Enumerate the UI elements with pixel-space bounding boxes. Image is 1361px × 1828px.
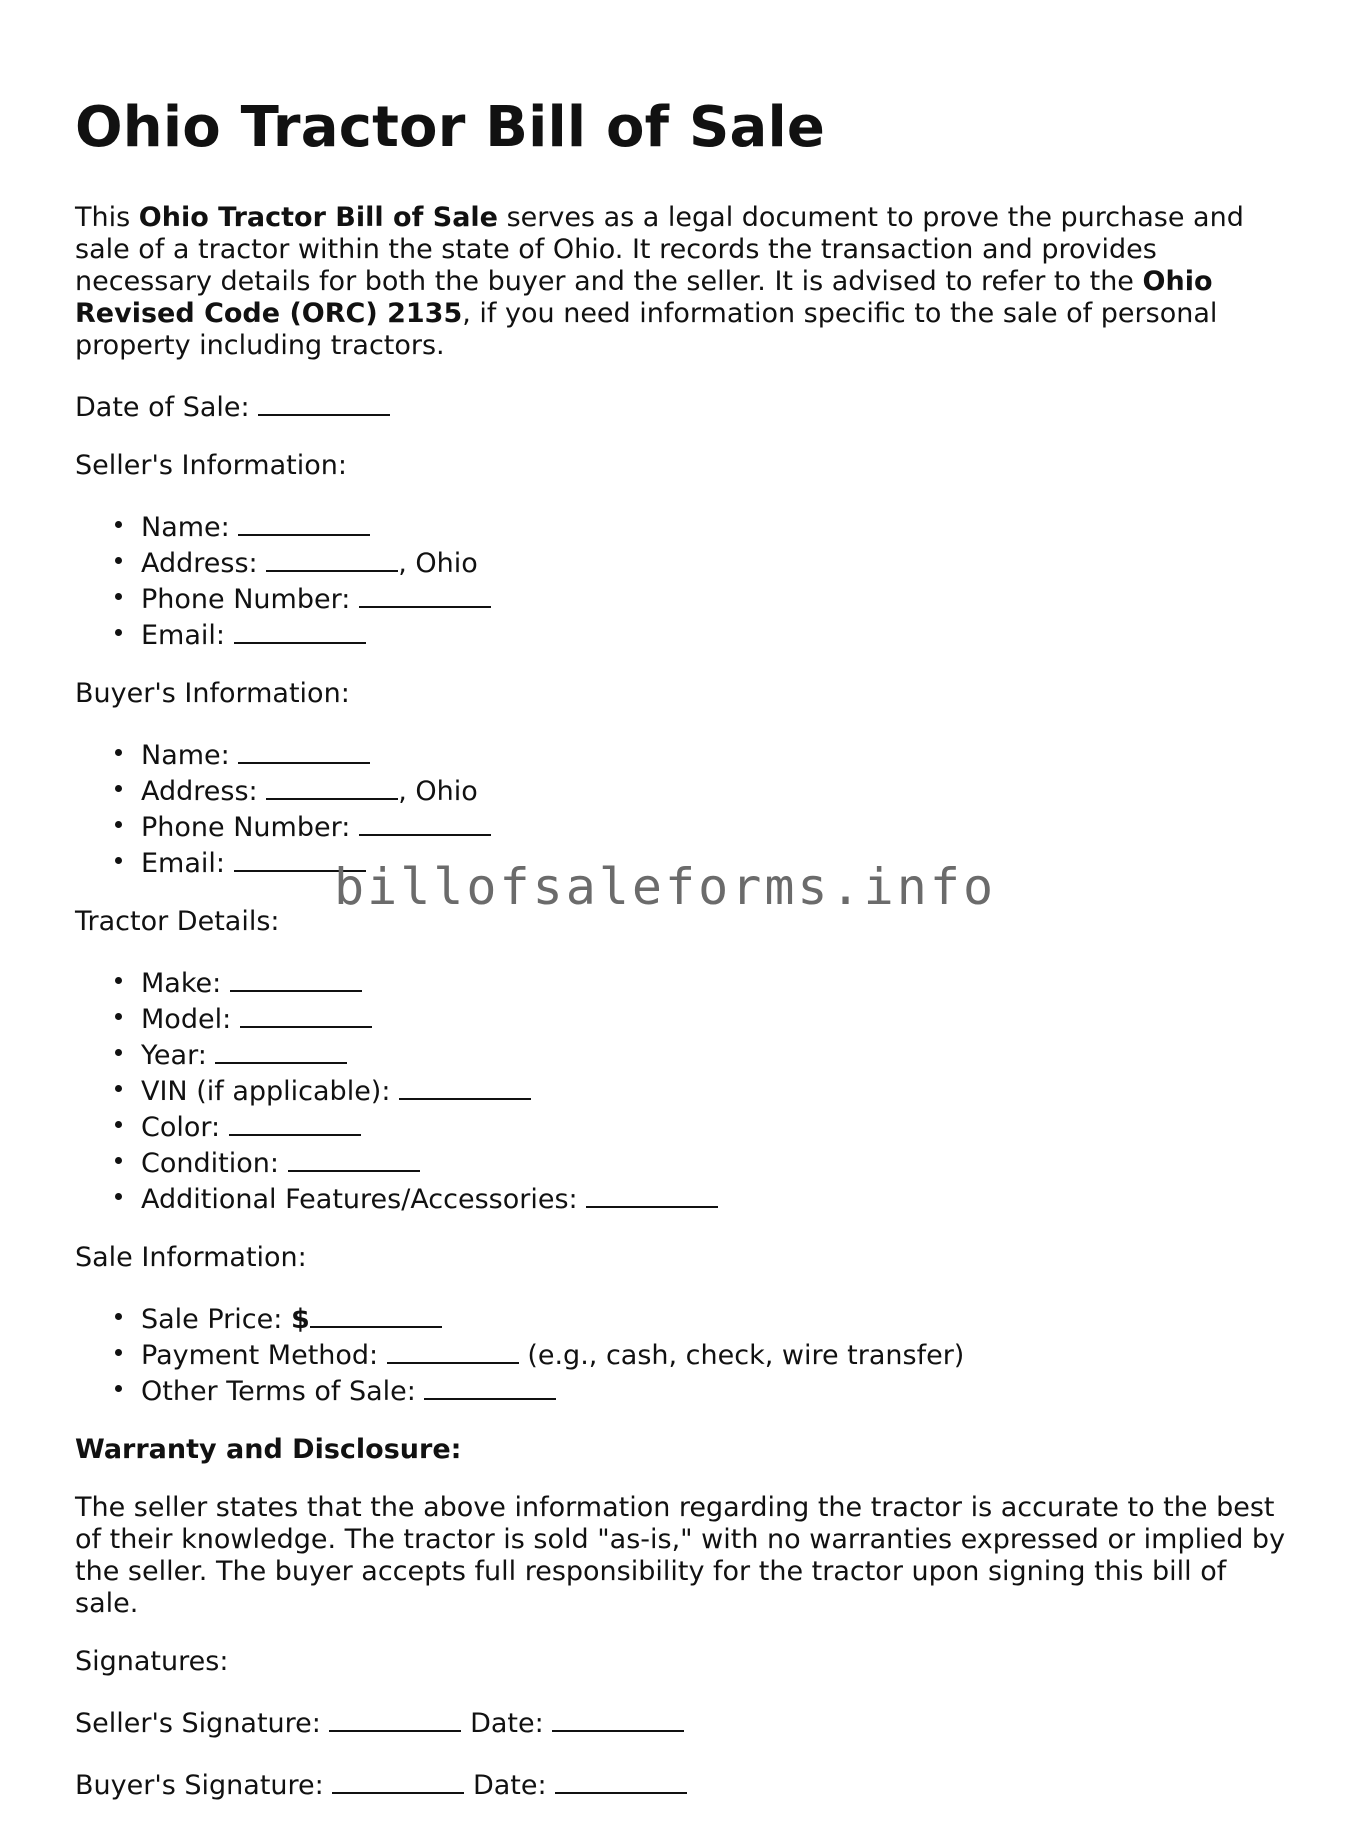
seller-date-blank[interactable]: [552, 1704, 684, 1732]
buyer-heading: Buyer's Information:: [75, 678, 350, 709]
list-item: [141, 736, 1295, 772]
payment-method-note: (e.g., cash, check, wire transfer): [518, 1340, 965, 1371]
tractor-vin-blank[interactable]: [399, 1072, 531, 1100]
date-of-sale-blank[interactable]: [258, 388, 390, 416]
buyer-signature-blank[interactable]: [332, 1766, 464, 1794]
buyer-phone-blank[interactable]: [359, 808, 491, 836]
list-item: [141, 544, 1295, 580]
document-page: [75, 95, 1295, 1828]
tractor-year-blank[interactable]: [215, 1036, 347, 1064]
seller-date-label: Date:: [470, 1708, 544, 1739]
list-item: [141, 616, 1295, 652]
intro-text-2: serves as a legal document to prove the purchase and sale of a tractor within the state of Ohio. It records the transaction and provides necessary details for both the buyer and the seller. It is advised to refer to the: [75, 202, 1244, 297]
buyer-phone-label: Phone Number:: [141, 812, 351, 843]
tractor-year-label: Year:: [141, 1040, 207, 1071]
seller-list: [75, 508, 1295, 652]
tractor-model-blank[interactable]: [240, 1000, 372, 1028]
sale-price-label: Sale Price:: [141, 1304, 291, 1335]
list-item: [141, 1072, 1295, 1108]
tractor-condition-label: Condition:: [141, 1148, 279, 1179]
seller-email-label: Email:: [141, 620, 226, 651]
sale-list: [75, 1300, 1295, 1408]
warranty-heading: Warranty and Disclosure:: [75, 1434, 462, 1465]
buyer-email-label: Email:: [141, 848, 226, 879]
seller-address-suffix: , Ohio: [398, 548, 478, 579]
intro-bold-title: Ohio Tractor Bill of Sale: [138, 202, 498, 233]
other-terms-blank[interactable]: [424, 1372, 556, 1400]
seller-email-blank[interactable]: [234, 616, 366, 644]
buyer-address-blank[interactable]: [266, 772, 398, 800]
dollar-sign: $: [290, 1304, 310, 1335]
list-item: [141, 1372, 1295, 1408]
tractor-color-blank[interactable]: [229, 1108, 361, 1136]
sale-price-blank[interactable]: [310, 1300, 442, 1328]
intro-text-1: This: [75, 202, 139, 233]
tractor-vin-label: VIN (if applicable):: [141, 1076, 391, 1107]
seller-phone-label: Phone Number:: [141, 584, 351, 615]
tractor-model-label: Model:: [141, 1004, 232, 1035]
buyer-address-label: Address:: [141, 776, 258, 807]
tractor-features-blank[interactable]: [586, 1180, 718, 1208]
other-terms-label: Other Terms of Sale:: [141, 1376, 416, 1407]
list-item: [141, 1300, 1295, 1336]
seller-phone-blank[interactable]: [359, 580, 491, 608]
payment-method-blank[interactable]: [387, 1336, 519, 1364]
list-item: [141, 1000, 1295, 1036]
list-item: [141, 580, 1295, 616]
buyer-signature-line: [75, 1766, 1295, 1802]
seller-signature-label: Seller's Signature:: [75, 1708, 321, 1739]
list-item: [141, 808, 1295, 844]
date-of-sale-label: Date of Sale:: [75, 392, 250, 423]
tractor-make-blank[interactable]: [230, 964, 362, 992]
seller-heading: Seller's Information:: [75, 450, 347, 481]
buyer-address-suffix: , Ohio: [398, 776, 478, 807]
tractor-condition-blank[interactable]: [288, 1144, 420, 1172]
list-item: [141, 1180, 1295, 1216]
list-item: [141, 772, 1295, 808]
date-of-sale-line: [75, 388, 1295, 424]
warranty-text: The seller states that the above information regarding the tractor is accurate to the best of their knowledge. The tractor is sold "as-is," with no warranties expressed or implied by the seller. The buyer accepts full responsibility for the tractor upon signing this bill of sale.: [75, 1492, 1286, 1619]
seller-name-blank[interactable]: [238, 508, 370, 536]
tractor-list: [75, 964, 1295, 1216]
seller-signature-line: [75, 1704, 1295, 1740]
tractor-color-label: Color:: [141, 1112, 221, 1143]
list-item: [141, 1036, 1295, 1072]
list-item: [141, 1336, 1295, 1372]
signatures-heading: Signatures:: [75, 1646, 229, 1677]
buyer-signature-label: Buyer's Signature:: [75, 1770, 324, 1801]
seller-address-label: Address:: [141, 548, 258, 579]
intro-text-3: , if you need information specific to the sale of personal property including tractors.: [75, 298, 1218, 361]
tractor-make-label: Make:: [141, 968, 222, 999]
list-item: [141, 1144, 1295, 1180]
list-item: [141, 964, 1295, 1000]
payment-method-label: Payment Method:: [141, 1340, 379, 1371]
watermark: billofsaleforms.info: [334, 858, 997, 916]
page-title: Ohio Tractor Bill of Sale: [75, 95, 826, 160]
buyer-name-blank[interactable]: [238, 736, 370, 764]
intro-paragraph: [75, 202, 1295, 362]
buyer-date-label: Date:: [472, 1770, 547, 1801]
list-item: [141, 508, 1295, 544]
seller-signature-blank[interactable]: [329, 1704, 461, 1732]
seller-address-blank[interactable]: [266, 544, 398, 572]
list-item: [141, 1108, 1295, 1144]
sale-heading: Sale Information:: [75, 1242, 307, 1273]
tractor-heading: Tractor Details:: [75, 906, 280, 937]
buyer-date-blank[interactable]: [555, 1766, 687, 1794]
tractor-features-label: Additional Features/Accessories:: [141, 1184, 578, 1215]
buyer-name-label: Name:: [141, 740, 230, 771]
intro-bold-code: Ohio Revised Code (ORC) 2135: [75, 266, 1213, 329]
seller-name-label: Name:: [141, 512, 230, 543]
